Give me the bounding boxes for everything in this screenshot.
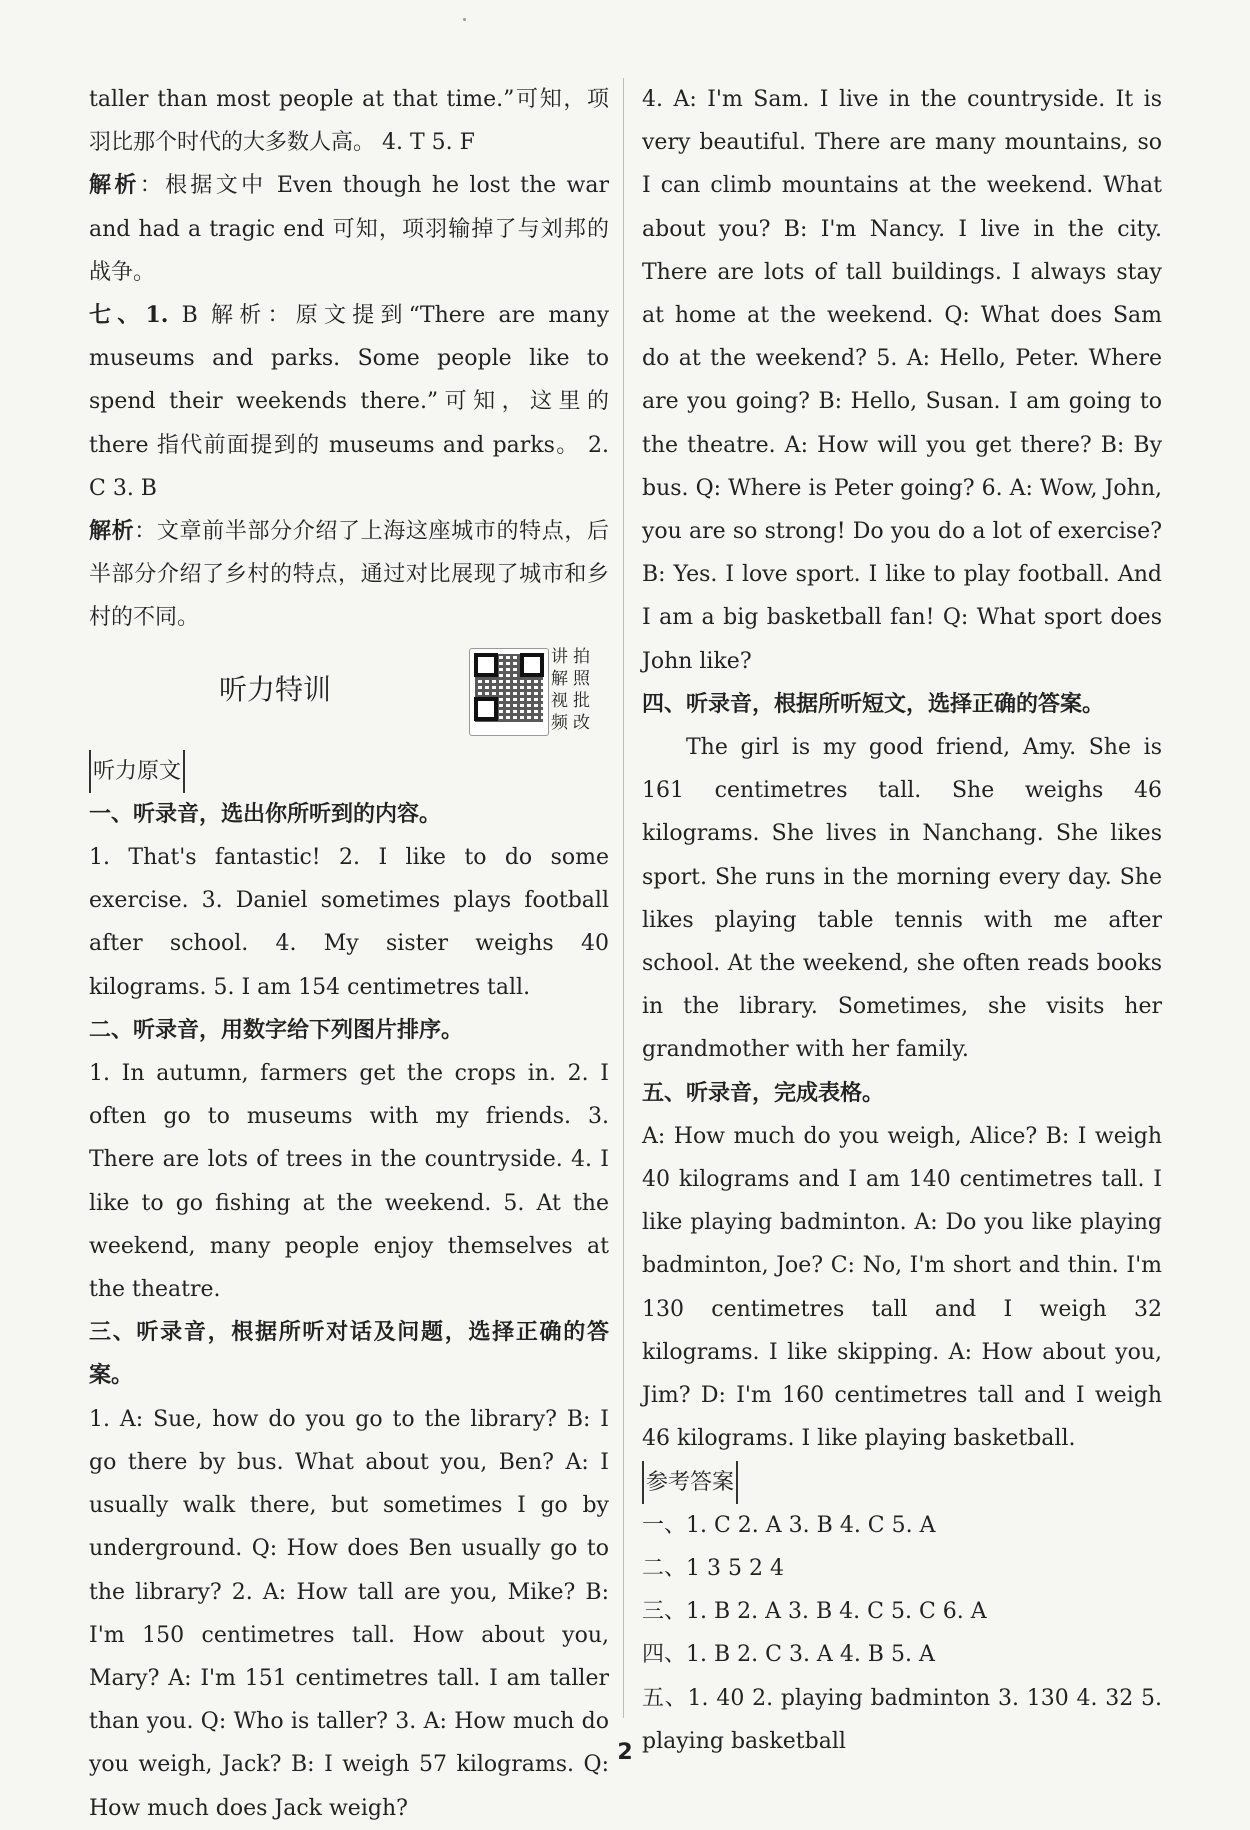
section-title: 听力特训: [219, 672, 332, 706]
qr-label: 视: [551, 690, 568, 711]
qr-label: 解: [551, 668, 568, 689]
column-divider: [623, 78, 624, 1718]
analysis-label: 解析: [89, 518, 135, 545]
section-1-text: 1. That's fantastic! 2. I like to do some exercise. 3. Daniel sometimes plays football after school. 4. My sister weighs 40 kilograms. 5. I am 154 centimetres tall.: [89, 845, 609, 1000]
section-2-text: 1. In autumn, farmers get the crops in. 2. I often go to museums with my friends. 3. There are lots of trees in the countryside. 4. I like to go fishing at the weekend. 5. At the weekend, many people enjoy themselves at the theatre.: [89, 1061, 609, 1303]
left-paragraph-1: taller than most people at that time.”可知，项羽比那个时代的大多数人高。 4. T 5. F: [89, 87, 609, 156]
right-column: [642, 78, 1162, 1763]
section-4-text: The girl is my good friend, Amy. She is 161 centimetres tall. She weighs 46 kilograms. She lives in Nanchang. She likes sport. She runs in the morning every day. She likes playing table tennis with me after school. At the weekend, she often reads books in the library. Sometimes, she visits her grandmother with her family.: [642, 735, 1162, 1063]
qr-label: 频: [551, 712, 568, 733]
section-2-title: 二、听录音，用数字给下列图片排序。: [89, 1016, 464, 1043]
tag-listening-original: 听力原文: [89, 750, 609, 793]
question-text: B 解析：原文提到“There are many museums and parks. Some people like to spend their weekends there.”可知，这里的 there 指代前面提到的 museums and parks。 2. C 3. B: [89, 303, 610, 501]
scan-dot: [463, 18, 466, 21]
answer-line-1: 一、1. C 2. A 3. B 4. C 5. A: [642, 1512, 936, 1538]
section-4-title: 四、听录音，根据所听短文，选择正确的答案。: [642, 690, 1105, 717]
answer-line-5: 五、1. 40 2. playing badminton 3. 130 4. 32 5. playing basketball: [642, 1685, 1162, 1754]
analysis-label: 解析: [89, 172, 140, 199]
qr-corner-icon: [474, 653, 498, 677]
left-paragraph-4: [89, 510, 609, 640]
section-5-title: 五、听录音，完成表格。: [642, 1079, 885, 1106]
answer-line-2: 二、1 3 5 2 4: [642, 1555, 784, 1581]
qr-label: 照: [573, 668, 590, 689]
qr-labels: [551, 646, 595, 734]
analysis-text: ：文章前半部分介绍了上海这座城市的特点，后半部分介绍了乡村的特点，通过对比展现了城市和乡村的不同。: [89, 519, 609, 631]
page-number: 2: [617, 1740, 633, 1765]
listening-header: [89, 640, 609, 750]
question-number-label: 七、1.: [89, 302, 169, 329]
analysis-text: ：根据文中 Even though he lost the war and had a tragic end 可知，项羽输掉了与刘邦的战争。: [89, 173, 609, 285]
section-3-title: 三、听录音，根据所听对话及问题，选择正确的答案。: [89, 1319, 609, 1389]
section-1-title: 一、听录音，选出你所听到的内容。: [89, 800, 442, 827]
qr-corner-icon: [474, 697, 498, 721]
left-column: [89, 78, 609, 1830]
qr-label: 批: [573, 690, 590, 711]
qr-label: 改: [573, 712, 590, 733]
tag-answers: 参考答案: [642, 1461, 1162, 1504]
left-paragraph-3: [89, 294, 609, 510]
qr-label: 讲: [551, 646, 568, 667]
qr-code[interactable]: [469, 648, 549, 736]
section-3-continued: 4. A: I'm Sam. I live in the countryside. It is very beautiful. There are many mountains, so I can climb mountains at the weekend. What about you? B: I'm Nancy. I live in the city. There are lots of tall buildings. I always stay at home at the weekend. Q: What does Sam do at the weekend? 5. A: Hello, Peter. Where are you going? B: Hello, Susan. I am going to the theatre. A: How will you get there? B: By bus. Q: Where is Peter going? 6. A: Wow, John, you are so strong! Do you do a lot of exercise? B: Yes. I love sport. I like to play football. And I am a big basketball fan! Q: What sport does John like?: [642, 87, 1162, 674]
answer-line-4: 四、1. B 2. C 3. A 4. B 5. A: [642, 1642, 935, 1668]
qr-label: 拍: [573, 646, 590, 667]
section-3-text: 1. A: Sue, how do you go to the library? B: I go there by bus. What about you, Ben? A: I usually walk there, but sometimes I go by underground. Q: How does Ben usually go to the library? 2. A: How tall are you, Mike? B: I'm 150 centimetres tall. How about you, Mary? A: I'm 151 centimetres tall. I am taller than you. Q: Who is taller? 3. A: How much do you weigh, Jack? B: I weigh 57 kilograms. Q: How much does Jack weigh?: [89, 1406, 609, 1821]
section-5-text: A: How much do you weigh, Alice? B: I weigh 40 kilograms and I am 140 centimetres tall. I like playing badminton. A: Do you like playing badminton, Joe? C: No, I'm short and thin. I'm 130 centimetres tall and I weigh 32 kilograms. I like skipping. A: How about you, Jim? D: I'm 160 centimetres tall and I weigh 46 kilograms. I like playing basketball.: [642, 1123, 1162, 1452]
qr-corner-icon: [520, 653, 544, 677]
answer-line-3: 三、1. B 2. A 3. B 4. C 5. C 6. A: [642, 1599, 987, 1625]
left-paragraph-2: [89, 164, 609, 294]
